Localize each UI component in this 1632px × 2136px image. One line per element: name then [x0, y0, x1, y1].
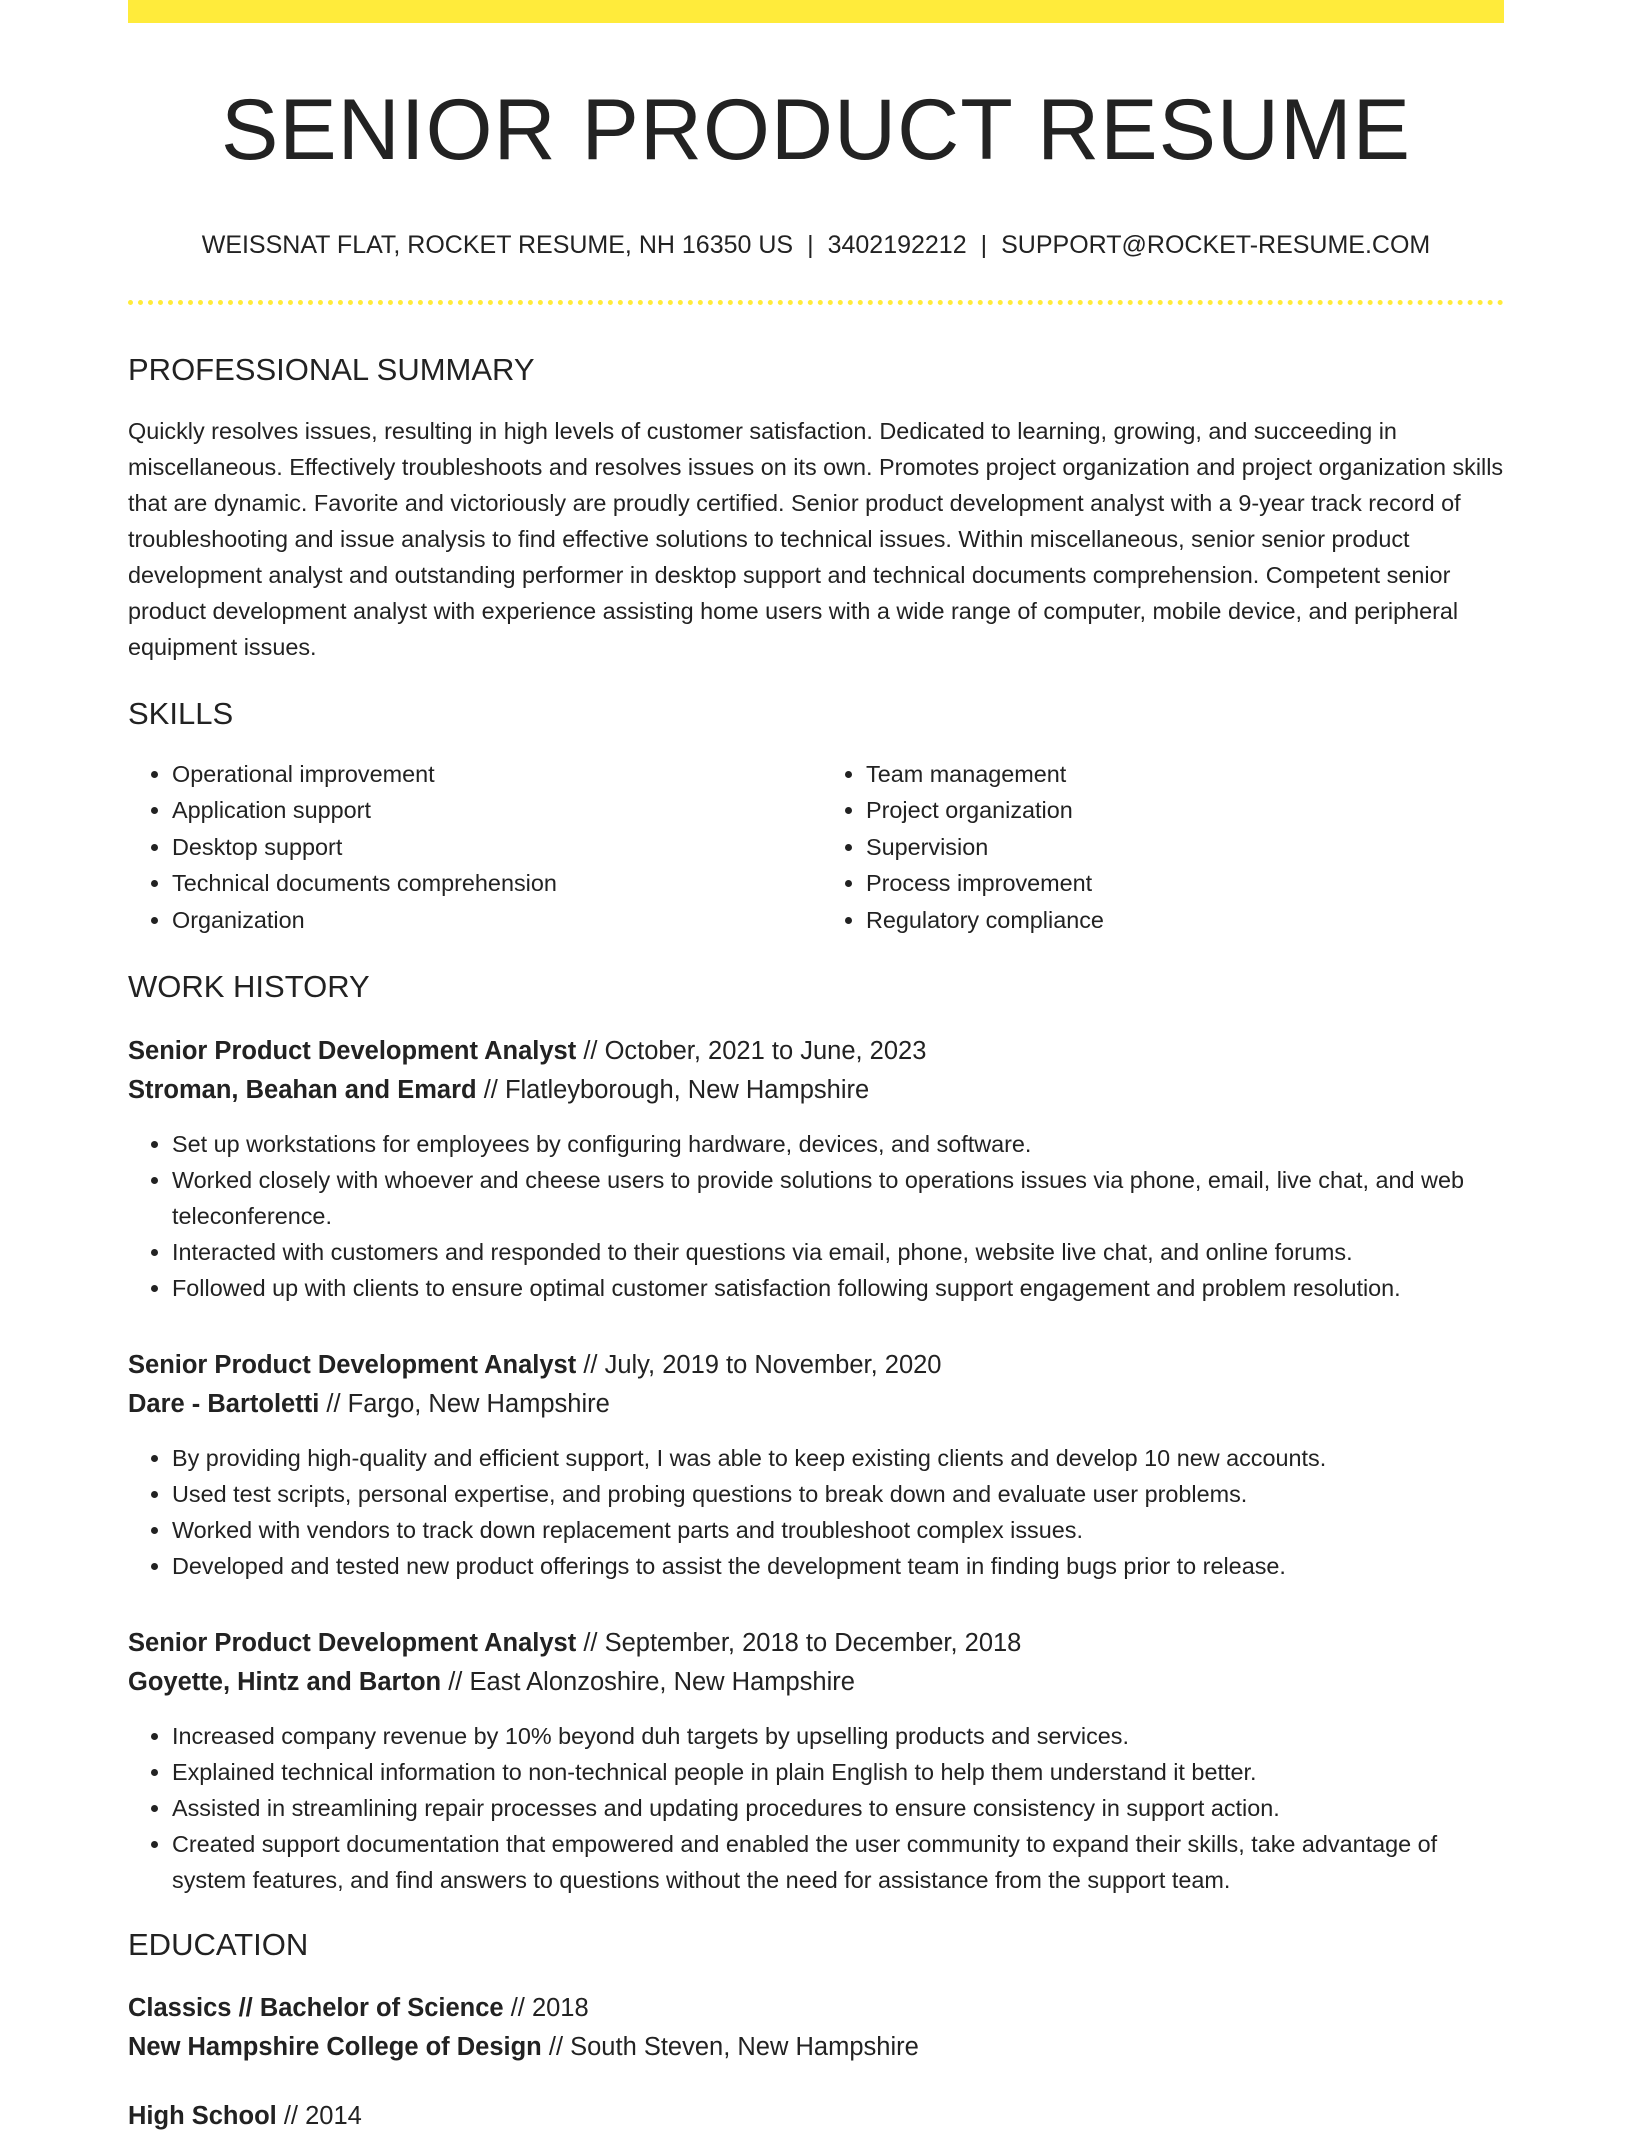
job-entry [128, 1032, 1504, 1306]
job-dates: // October, 2021 to June, 2023 [583, 1036, 927, 1065]
contact-line [128, 230, 1504, 260]
job-location: // East Alonzoshire, New Hampshire [448, 1667, 855, 1696]
job-title: Senior Product Development Analyst [128, 1350, 577, 1379]
skills-heading: SKILLS [128, 695, 234, 731]
job-bullet: • By providing high-quality and efficient support, I was able to keep existing clients and develop 10 new accounts. [172, 1440, 1504, 1476]
job-bullet: • Developed and tested new product offerings to assist the development team in finding bugs prior to release. [172, 1548, 1504, 1584]
job-title: Senior Product Development Analyst [128, 1036, 577, 1065]
skill-item: • Operational improvement [172, 756, 816, 793]
job-company-row [128, 1071, 1504, 1110]
job-bullets [128, 1718, 1504, 1898]
skill-item: • Team management [866, 756, 1504, 793]
skill-item: • Desktop support [172, 829, 816, 866]
dotted-divider [128, 300, 1504, 305]
education-degree: Classics // Bachelor of Science [128, 1993, 504, 2022]
contact-phone: 3402192212 [827, 230, 967, 259]
work-history-heading: WORK HISTORY [128, 969, 370, 1005]
education-entry [128, 1989, 1504, 2068]
job-bullet: • Increased company revenue by 10% beyond duh targets by upselling products and services. [172, 1718, 1504, 1754]
skill-item: • Application support [172, 792, 816, 829]
skills-list-left [128, 756, 816, 939]
skill-item: • Technical documents comprehension [172, 865, 816, 902]
job-company: Stroman, Beahan and Emard [128, 1075, 477, 1104]
skills-list-right [816, 756, 1504, 939]
job-bullets [128, 1440, 1504, 1584]
job-company: Dare - Bartoletti [128, 1389, 320, 1418]
skill-item: • Project organization [866, 792, 1504, 829]
skill-item: • Organization [172, 902, 816, 939]
job-bullets [128, 1126, 1504, 1306]
education-heading: EDUCATION [128, 1926, 309, 1962]
job-bullet: • Set up workstations for employees by configuring hardware, devices, and software. [172, 1126, 1504, 1162]
job-company-row [128, 1663, 1504, 1702]
job-bullet: • Used test scripts, personal expertise, and probing questions to break down and evaluate user problems. [172, 1476, 1504, 1512]
job-dates: // September, 2018 to December, 2018 [583, 1628, 1022, 1657]
job-bullet: • Assisted in streamlining repair processes and updating procedures to ensure consistency in support action. [172, 1790, 1504, 1826]
job-entry [128, 1346, 1504, 1584]
skill-item: • Process improvement [866, 865, 1504, 902]
job-title: Senior Product Development Analyst [128, 1628, 577, 1657]
education-location: // South Steven, New Hampshire [548, 2033, 919, 2062]
skills-columns [128, 756, 1504, 939]
skill-item: • Supervision [866, 829, 1504, 866]
job-location: // Flatleyborough, New Hampshire [483, 1075, 870, 1104]
education-school: New Hampshire College of Design [128, 2033, 542, 2062]
summary-text: Quickly resolves issues, resulting in high levels of customer satisfaction. Dedicated to learning, growing, and succeeding in miscellaneous. Effectively troubleshoots and resolves issues on its own. Promotes project organization and project organization skills that are dynamic. Favorite and victoriously are proudly certified. Senior product development analyst with a 9-year track record of troubleshooting and issue analysis to find effective solutions to technical issues. Within miscellaneous, senior senior product development analyst and outstanding performer in desktop support and technical documents comprehension. Competent senior product development analyst with experience assisting home users with a wide range of computer, mobile device, and peripheral equipment issues. [128, 417, 1504, 660]
job-bullet: • Created support documentation that empowered and enabled the user community to expand their skills, take advantage of system features, and find answers to questions without the need for assistance from the support team. [172, 1826, 1504, 1898]
summary-heading: PROFESSIONAL SUMMARY [128, 351, 535, 387]
job-location: // Fargo, New Hampshire [326, 1389, 610, 1418]
job-bullet: • Explained technical information to non-technical people in plain English to help them understand it better. [172, 1754, 1504, 1790]
contact-separator: | [980, 230, 988, 259]
contact-email: SUPPORT@ROCKET-RESUME.COM [1001, 230, 1431, 259]
education-degree-row [128, 2097, 1504, 2136]
job-bullet: • Worked with vendors to track down replacement parts and troubleshoot complex issues. [172, 1512, 1504, 1548]
job-company-row [128, 1385, 1504, 1424]
education-year: // 2018 [510, 1993, 589, 2022]
job-title-row [128, 1346, 1504, 1385]
education-degree-row [128, 1989, 1504, 2029]
education-year: // 2014 [283, 2101, 362, 2130]
job-dates: // July, 2019 to November, 2020 [583, 1350, 942, 1379]
job-bullet: • Followed up with clients to ensure optimal customer satisfaction following support engagement and problem resolution. [172, 1270, 1504, 1306]
contact-separator: | [807, 230, 814, 259]
contact-address: WEISSNAT FLAT, ROCKET RESUME, NH 16350 US [201, 230, 794, 259]
resume-page [128, 0, 1504, 2136]
job-title-row [128, 1624, 1504, 1663]
resume-title: SENIOR PRODUCT RESUME [220, 82, 1412, 178]
job-company: Goyette, Hintz and Barton [128, 1667, 442, 1696]
job-entry [128, 1624, 1504, 1898]
accent-bar [128, 0, 1504, 23]
education-school-row [128, 2028, 1504, 2068]
education-degree: High School [128, 2101, 277, 2130]
skill-item: • Regulatory compliance [866, 902, 1504, 939]
job-bullet: • Interacted with customers and responded to their questions via email, phone, website live chat, and online forums. [172, 1234, 1504, 1270]
job-bullet: • Worked closely with whoever and cheese users to provide solutions to operations issues via phone, email, live chat, and web teleconference. [172, 1162, 1504, 1234]
education-entry [128, 2097, 1504, 2136]
job-title-row [128, 1032, 1504, 1071]
